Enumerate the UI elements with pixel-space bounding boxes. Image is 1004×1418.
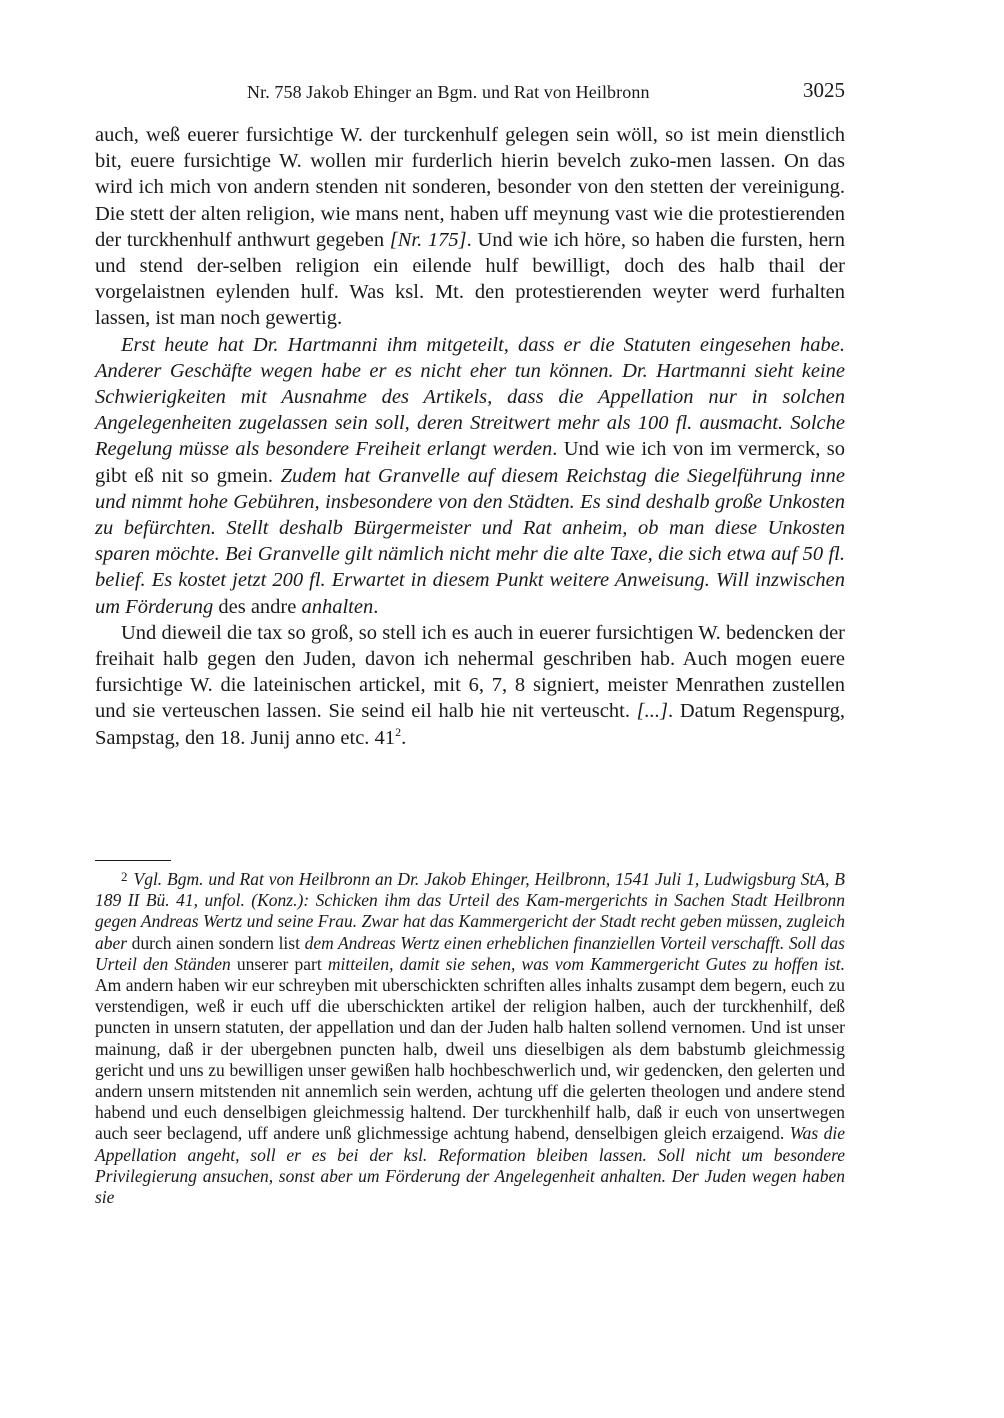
text-run: . — [401, 726, 407, 749]
editorial-summary: anhalten — [301, 595, 374, 618]
cross-reference: [Nr. 175] — [389, 228, 467, 251]
main-text — [95, 122, 845, 751]
paragraph-2 — [95, 332, 845, 620]
footnote-number: 2 — [121, 869, 128, 884]
footnote-reference[interactable]: 2 — [395, 724, 402, 739]
editorial-summary: Was die Appellation angeht, soll er es bei der ksl. Reformation bleiben lassen. Soll nicht um besondere Privilegierung ansuchen, sonst aber um Förderung der Angelegenheit anhalten. Der Juden wegen haben sie — [95, 1123, 845, 1208]
text-run: durch ainen sondern list — [127, 932, 305, 953]
text-run: . Und wie ich von im vermerck, so gibt eß nit so gmein. — [95, 438, 845, 487]
text-run: Und dieweil die tax so groß, so stell ich es auch in euerer fursichtigen W. bedencken der freihait halb gegen den Juden, davon ich nehermal geschriben hab. Auch mogen euere fursichtige W. die lateinischen artickel, mit 6, 7, 8 signiert, meister Menrathen zustellen und sie verteuschen lassen. Sie seind eil halb hie nit verteuscht. — [95, 621, 845, 723]
omission-mark: [...] — [636, 700, 668, 723]
editorial-summary: Zudem hat Granvelle auf diesem Reichstag die Siegelführung inne und nimmt hohe Gebühren, insbesondere von den Städten. Es sind deshalb große Unkosten zu befürchten. Stellt deshalb Bürgermeister und Rat anheim, ob man diese Unkosten sparen möchte. Bei Granvelle gilt nämlich nicht mehr die alte Taxe, die sich etwa auf 50 fl. belief. Es kostet jetzt 200 fl. Erwartet in diesem Punkt weitere Anweisung. Will inzwischen um Förderung — [95, 464, 846, 618]
paragraph-1 — [95, 122, 845, 332]
editorial-summary: Vgl. Bgm. und Rat von Heilbronn an Dr. Jakob Ehinger, Heilbronn, 1541 Juli 1, Ludwigsburg StA, B 189 II Bü. 41, unfol. (Konz.): Schicken ihm das Urteil des Kam-mergerichts in Sachen Stadt Heilbronn gegen Andreas Wertz und seine Frau. Zwar hat das Kammergericht der Stadt recht geben müssen, zugleich aber — [95, 869, 845, 953]
editorial-summary: mitteilen, damit sie sehen, was vom Kammergericht Gutes zu hoffen ist. — [327, 953, 845, 974]
editorial-summary: dem Andreas Wertz einen erheblichen finanziellen Vorteil verschafft. Soll das Urteil den Ständen — [95, 932, 845, 974]
footnote-separator — [95, 860, 171, 861]
running-title: Nr. 758 Jakob Ehinger an Bgm. und Rat von Heilbronn — [247, 82, 650, 102]
running-header — [95, 78, 845, 110]
text-run: . Und wie ich höre, so haben die fursten, hern und stend der-selben religion ein eilende hulf bewilligt, doch des halb thail der vorgelaistnen eylenden hulf. Was ksl. Mt. den protestierenden weyter werd furhalten lassen, ist man noch gewertig. — [95, 228, 845, 330]
page-number: 3025 — [803, 78, 845, 102]
footnotes — [95, 866, 845, 1208]
text-run: unserer part — [230, 953, 328, 974]
text-run: Am andern haben wir eur schreyben mit uberschickten schriften alles inhalts zusampt dem begern, euch zu verstendigen, weß ir euch uff die uberschickten artikel der religion halben, auch der turckhenhilf, deß puncten in unsern statuten, der appellation und dan der Juden halb halten sollend vernomen. Und ist unser mainung, daß ir der ubergebnen puncten halb, dweil uns dieselbigen als dem babstumb gleichmessig gericht und uns zu bewilligen unser gewißen halb hochbeschwerlich und, wir gedencken, den gelerten und andern unsern mitstenden nit annemlich sein werden, achtung uff die gelerten theologen und andere stend habend und euch denselbigen gleichmessig haltend. Der turckhenhilf halb, daß ir euch von unsertwegen auch seer beclagend, uff andere unß glichmessige achtung habend, denselbigen gleich erzaigend. — [95, 975, 845, 1144]
text-run: . — [373, 595, 379, 618]
text-run: auch, weß euerer fursichtige W. der turckenhulf gelegen sein wöll, so ist mein dienstlich bit, euere fursichtige W. wollen mir furderlich hierin bevelch zuko-men lassen. On das wird ich mich von andern stenden nit sonderen, besonder von den stetten der vereinigung. Die stett der alten religion, wie mans nent, haben uff meynung vast wie die protestierenden der turckhenhulf anthwurt gegeben — [95, 124, 845, 251]
text-run: des andre — [213, 595, 302, 618]
footnote-2 — [95, 866, 845, 1208]
text-run: . Datum Regenspurg, Sampstag, den 18. Junij anno etc. 41 — [95, 700, 845, 749]
editorial-summary: Erst heute hat Dr. Hartmanni ihm mitgeteilt, dass er die Statuten eingesehen habe. Anderer Geschäfte wegen habe er es nicht eher tun können. Dr. Hartmanni sieht keine Schwierigkeiten mit Ausnahme des Artikels, dass die Appellation nur in solchen Angelegenheiten zugelassen sein soll, deren Streitwert mehr als 100 fl. ausmacht. Solche Regelung müsse als besondere Freiheit erlangt werden — [95, 333, 845, 461]
paragraph-3 — [95, 620, 845, 751]
